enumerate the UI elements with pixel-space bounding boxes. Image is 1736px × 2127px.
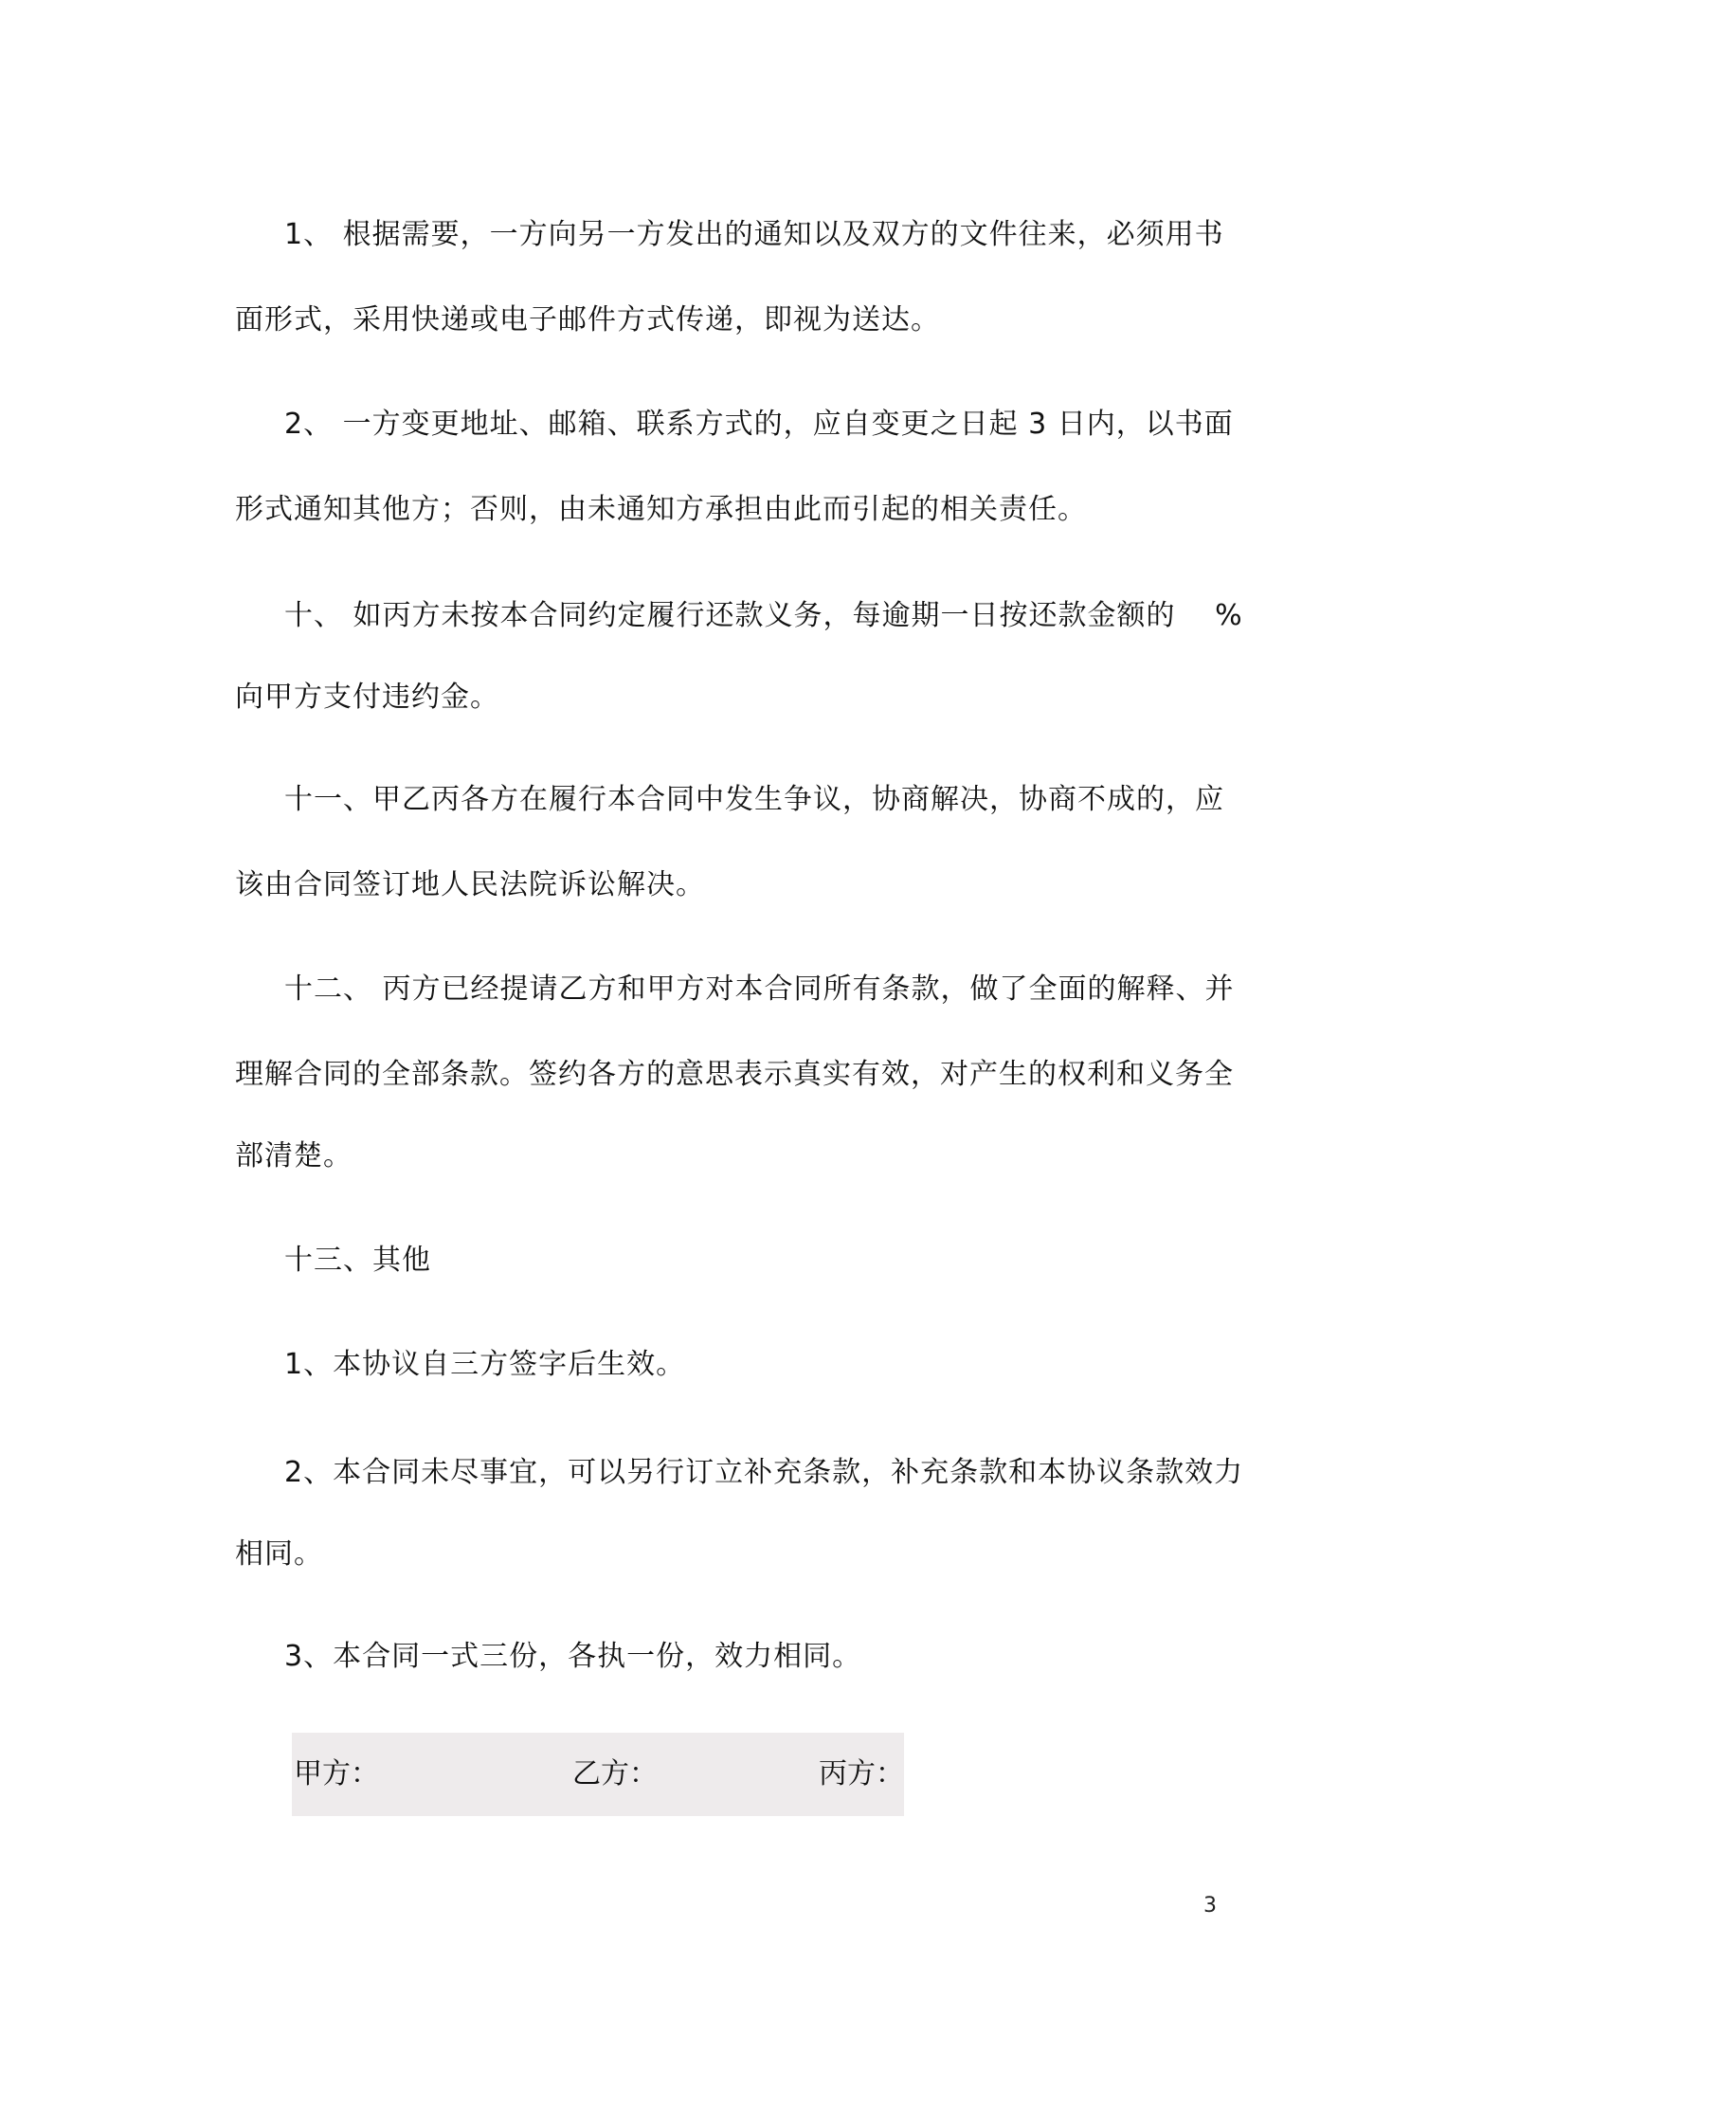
party-c-signature-label: 丙方：	[819, 1757, 904, 1791]
clause-10-line-2: 向甲方支付违约金。	[235, 681, 499, 714]
clause-11-line-2: 该由合同签订地人民法院诉讼解决。	[235, 868, 705, 901]
party-a-signature-label: 甲方：	[294, 1757, 379, 1791]
clause-13-heading: 十三、其他	[284, 1244, 431, 1277]
notice-2-line-1: 2、 一方变更地址、邮箱、联系方式的，应自变更之日起 3 日内，以书面	[284, 408, 1234, 441]
page-number: 3	[1203, 1894, 1217, 1918]
notice-1-line-2: 面形式，采用快递或电子邮件方式传递，即视为送达。	[235, 303, 940, 336]
notice-2-line-2: 形式通知其他方；否则，由未通知方承担由此而引起的相关责任。	[235, 493, 1087, 526]
notice-1-line-1: 1、 根据需要，一方向另一方发出的通知以及双方的文件往来，必须用书	[284, 218, 1224, 251]
clause-12-line-2: 理解合同的全部条款。签约各方的意思表示真实有效，对产生的权利和义务全	[235, 1058, 1234, 1091]
signature-table	[292, 1733, 904, 1816]
clause-12-line-1: 十二、 丙方已经提请乙方和甲方对本合同所有条款，做了全面的解释、并	[284, 973, 1235, 1006]
clause-12-line-3: 部清楚。	[235, 1139, 353, 1173]
clause-11-line-1: 十一、甲乙丙各方在履行本合同中发生争议，协商解决，协商不成的，应	[284, 783, 1224, 816]
clause-10-line-1: 十、 如丙方未按本合同约定履行还款义务，每逾期一日按还款金额的 %	[284, 599, 1243, 632]
clause-13-item-2-line-2: 相同。	[235, 1537, 323, 1571]
party-b-signature-label: 乙方：	[572, 1757, 658, 1791]
clause-13-item-2-line-1: 2、本合同未尽事宜，可以另行订立补充条款，补充条款和本协议条款效力	[284, 1456, 1244, 1489]
clause-13-item-3: 3、本合同一式三份，各执一份，效力相同。	[284, 1640, 862, 1673]
clause-13-item-1: 1、本协议自三方签字后生效。	[284, 1348, 686, 1381]
